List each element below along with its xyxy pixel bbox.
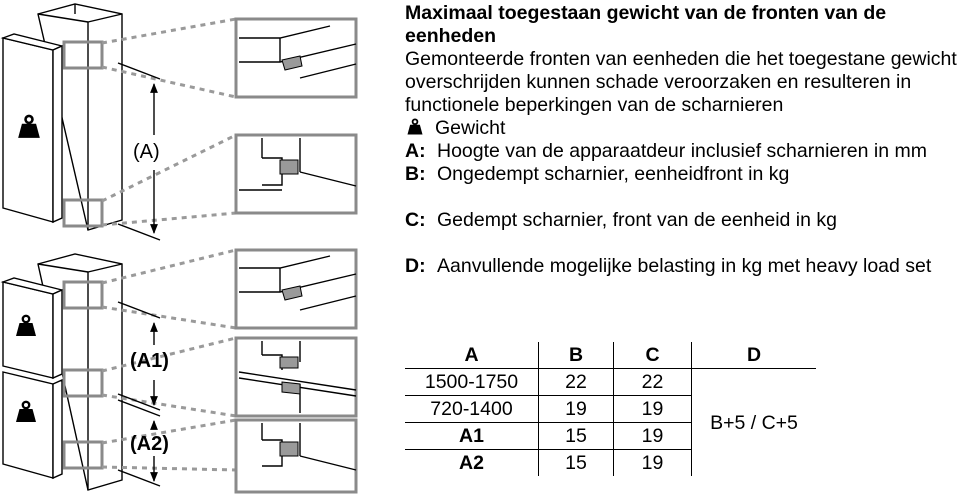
legend-value: Gewicht [435, 117, 506, 139]
legend-item-b [405, 163, 961, 186]
weight-table [405, 342, 816, 476]
cell-d: B+5 / C+5 [710, 411, 798, 434]
dimension-a-label: (A) [133, 141, 160, 163]
cell-a: A2 [405, 450, 539, 477]
legend-item-c [405, 209, 961, 232]
header-c: C [614, 342, 692, 369]
cell-a: 720-1400 [405, 396, 539, 423]
header-b: B [539, 342, 614, 369]
instruction-text [405, 2, 961, 278]
single-door-appliance [3, 4, 122, 230]
weight-icon [405, 118, 425, 136]
detail-top-hinge-2 [236, 250, 356, 328]
detail-bottom-hinge-1 [236, 135, 356, 213]
dimension-a2-label: (A2) [130, 433, 169, 455]
legend-key: A: [405, 140, 426, 162]
legend-item-d [405, 255, 961, 278]
cell-c: 19 [614, 396, 692, 423]
cell-c: 19 [614, 423, 692, 450]
cell-b: 15 [539, 423, 614, 450]
dimension-a1-label: (A1) [130, 350, 169, 372]
cell-c: 19 [614, 450, 692, 477]
detail-bottom-hinge-2 [236, 420, 356, 492]
legend-item-a [405, 140, 961, 163]
cell-a: 1500-1750 [405, 369, 539, 396]
header-a: A [405, 342, 539, 369]
section-heading: Maximaal toegestaan gewicht van de fronten van de eenheden [405, 2, 887, 47]
cell-b: 15 [539, 450, 614, 477]
legend-key: D: [405, 255, 426, 277]
cell-b: 19 [539, 396, 614, 423]
cell-c: 22 [614, 369, 692, 396]
cell-a: A1 [405, 423, 539, 450]
legend-key: C: [405, 209, 426, 231]
legend-value: Hoogte van de apparaatdeur inclusief scharnieren in mm [437, 140, 927, 162]
legend-value: Ongedempt scharnier, eenheidfront in kg [437, 163, 790, 185]
detail-top-hinge-1 [236, 19, 356, 97]
legend-value: Gedempt scharnier, front van de eenheid in kg [437, 209, 837, 231]
legend-item-weight [405, 117, 961, 140]
detail-middle-hinge [236, 338, 356, 416]
cell-b: 22 [539, 369, 614, 396]
legend-value: Aanvullende mogelijke belasting in kg met heavy load set [437, 255, 932, 277]
table-row [405, 369, 816, 396]
header-d: D [692, 342, 817, 369]
installation-diagram [0, 0, 400, 496]
legend-key: B: [405, 163, 426, 185]
intro-paragraph: Gemonteerde fronten van eenheden die het toegestane gewicht overschrijden kunnen schade veroorzaken en resulteren in functionele beperkingen van de scharnieren [405, 48, 957, 116]
table-header-row [405, 342, 816, 369]
